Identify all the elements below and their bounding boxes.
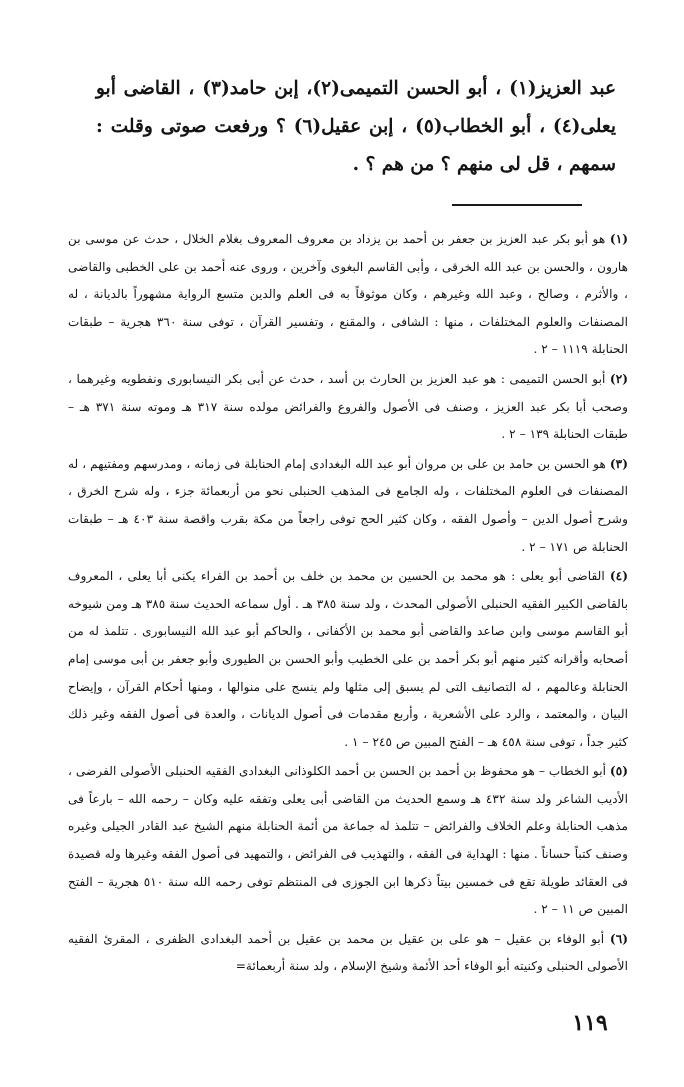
footnotes: [68, 226, 628, 983]
footnote-2: [68, 366, 628, 449]
footnote-text: هو أبو بكر عبد العزيز بن جعفر بن أحمد بن يزداد بن معروف المعروف بغلام الخلال ، حدث عن موسى بن هارون ، والحسن بن عبد الله الخرقى ، وأبى القاسم البغوى وآخرين ، وروى عنه أحمد بن على الخطبى والقاضى ، والأثرم ، وصالح ، وعبد الله وغيرهم ، وكان موثوقاً به فى العلم والدين متسع الرواية مشهوراً بالديانة ، له المصنفات والعلوم المختلفات ، منها : الشافى ، والمقنع ، وتفسير القرآن ، توفى سنة ٣٦٠ هجرية – طبقات الحنابلة ١١١٩ – ٢ .: [68, 232, 629, 357]
footnote-1: [68, 226, 628, 364]
footnote-4: [68, 563, 628, 756]
footnote-6: [68, 926, 628, 981]
footnote-marker: (١): [609, 232, 629, 246]
footnote-5: [68, 758, 628, 924]
footnote-marker: (٣): [609, 456, 628, 471]
footnote-marker: (٢): [609, 371, 629, 386]
page-number: ١١٩: [572, 1010, 608, 1036]
footnote-text: أبو الحسن التميمى : هو عبد العزيز بن الحارث بن أسد ، حدث عن أبى بكر النيسابورى ونفطويه وغيرهما ، وصحب أبا بكر عبد العزيز ، وصنف فى الأصول والفروع والفرائض مولده سنة ٣١٧ هـ وموته سنة ٣٧١ هـ – طبقات الحنابلة ١٣٩ – ٢ .: [68, 371, 628, 442]
footnote-text: أبو الوفاء بن عقيل – هو على بن عقيل بن محمد بن عقيل بن أحمد البغدادى الظفرى ، المقرئ الفقيه الأصولى الحنبلى وكنيته أبو الوفاء أحد الأئمة وشيخ الإسلام ، ولد سنة أربعمائة=: [68, 931, 628, 974]
main-paragraph: عبد العزيز(١) ، أبو الحسن التميمى(٢)، إبن حامد(٣) ، القاضى أبو يعلى(٤) ، أبو الخطاب(٥) ، إبن عقيل(٦) ؟ ورفعت صوتى وقلت : سمهم ، قل لى منهم ؟ من هم ؟ .: [96, 78, 616, 175]
footnote-3: [68, 451, 628, 561]
footnote-text: أبو الخطاب – هو محفوظ بن أحمد بن الحسن بن أحمد الكلوذانى البغدادى الفقيه الحنبلى الأصولى الفرضى ، الأديب الشاعر ولد سنة ٤٣٢ هـ وسمع الحديث من القاضى أبى يعلى وتفقه عليه وكان – رحمه الله – بارعاً فى مذهب الحنابلة وعلم الخلاف والفرائض – تتلمذ له جماعة من أئمة الحنابلة منهم الشيخ عبد القادر الجيلى وغيره وصنف كتباً حساناً . منها : الهداية فى الفقه ، والتهذيب فى الفرائض ، والتمهيد فى أصول الفقه وغيرها وله قصيدة فى العقائد طويلة تقع فى خمسين بيتاً ذكرها ابن الجوزى فى المنتظم توفى رحمه الله سنة ٥١٠ هجرية – الفتح المبين ص ١١ – ٢ .: [68, 764, 628, 917]
footnote-marker: (٤): [609, 569, 628, 584]
footnote-separator: [452, 204, 582, 206]
footnote-text: القاضى أبو يعلى : هو محمد بن الحسين بن محمد بن خلف بن أحمد بن الفراء يكنى أبا يعلى ، المعروف بالقاضى الكبير الفقيه الحنبلى الأصولى المحدث ، ولد سنة ٣٨٥ هـ . أول سماعه الحديث سنة ٣٨٥ هـ ومن شيوخه أبو القاسم موسى وابن صاعد والقاضى أبو محمد بن الأكفانى ، والحاكم أبو عبد الله النيسابورى . تتلمذ له من أصحابه وأقرانه كثير منهم أبو بكر أحمد بن على الخطيب وأبو الحسن بن الطيورى وأبو جعفر بن أبى موسى إمام الحنابلة وعالمهم ، له التصانيف التى لم يسبق إلى مثلها ولم ينسج على منوالها ، ومنها أحكام القرآن ، وإيضاح البيان ، والمعتمد ، والرد على الأشعرية ، وأربع مقدمات فى أصول الديانات ، والعدة فى أصول الفقه وغير ذلك كثير جداً ، توفى سنة ٤٥٨ هـ – الفتح المبين ص ٢٤٥ – ١ .: [68, 569, 628, 749]
footnote-marker: (٥): [609, 764, 629, 779]
footnote-marker: (٦): [609, 931, 629, 946]
footnote-text: هو الحسن بن حامد بن على بن مروان أبو عبد الله البغدادى إمام الحنابلة فى زمانه ، ومدرسهم ومفتيهم ، له المصنفات فى العلوم المختلفات ، وله الجامع فى المذهب الحنبلى نحو من أربعمائة جزء ، وله شرح الخرق ، وشرح أصول الدين – وأصول الفقه ، وكان كثير الحج توفى راجعاً من مكة بقرب واقصة سنة ٤٠٣ هـ – طبقات الحنابلة ص ١٧١ – ٢ .: [68, 456, 628, 554]
